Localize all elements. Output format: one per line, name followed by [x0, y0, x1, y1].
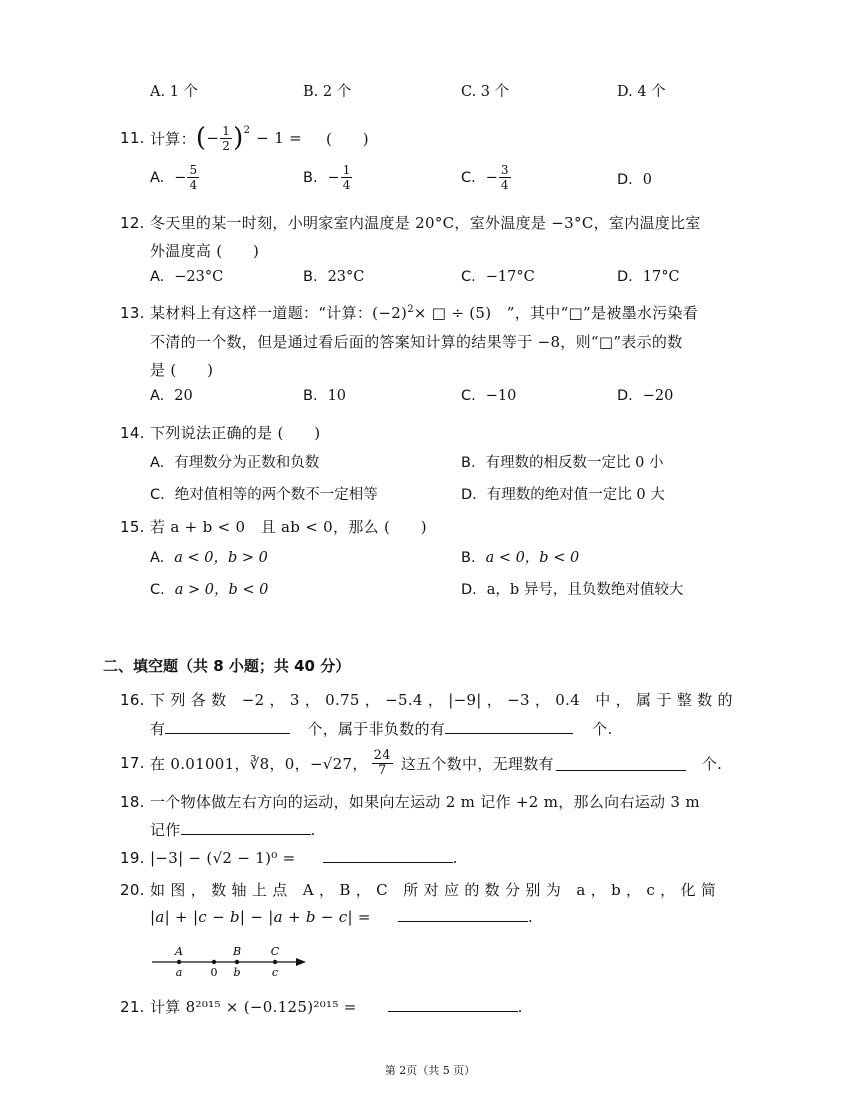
q12-option-a: A. −23°C: [150, 269, 224, 285]
q13-line2: 不清的一个数，但是通过看后面的答案知计算的结果等于 −8，则“□”表示的数: [150, 333, 683, 351]
q13-option-d: D. −20: [617, 388, 674, 404]
q11-option-b: B. − $\frac{1}{4}$: [303, 163, 351, 192]
number-line-figure: [148, 942, 318, 982]
q16-blank-1[interactable]: [165, 719, 290, 734]
q12-option-c: C. −17°C: [461, 269, 535, 285]
q16-line2: 有 个，属于非负数的有 个.: [150, 720, 613, 738]
q14-option-d: D. 有理数的绝对值一定比 0 大: [461, 487, 665, 503]
q10-option-c: C. 3 个: [461, 84, 510, 100]
q15-option-a: A. a < 0，b > 0: [150, 550, 268, 566]
label-A: A: [175, 945, 183, 958]
q10-option-a: A. 1 个: [150, 84, 199, 100]
q20-blank[interactable]: [398, 907, 528, 922]
q19-line: 19. |−3| − (√2 − 1)⁰ = .: [120, 849, 458, 867]
q14-stem: 14. 下列说法正确的是 ( ): [120, 424, 321, 442]
q15-option-b: B. a < 0，b < 0: [461, 550, 580, 566]
point-c: [273, 960, 277, 964]
q18-blank[interactable]: [181, 820, 311, 835]
q16-line1: 16. 下 列 各 数 −2 ， 3 ， 0.75 ， −5.4 ， |−9| ， −3 ， 0.4 中 ， 属 于 整 数 的: [120, 691, 733, 709]
q13-option-a: A. 20: [150, 388, 193, 404]
q11-option-a: A. − $\frac{5}{4}$: [150, 163, 198, 192]
q15-option-d: D. a，b 异号，且负数绝对值较大: [461, 582, 684, 598]
q11-paren: ( ): [326, 129, 369, 148]
number-line-arrow: [296, 958, 306, 966]
q13-line3: 是 ( ): [150, 361, 214, 379]
section-title: 二、填空题（共 8 小题；共 40 分）: [103, 657, 351, 675]
label-C: C: [270, 945, 280, 958]
q11-frac-den: 2: [222, 138, 231, 153]
q19-blank[interactable]: [323, 848, 453, 863]
label-b: b: [233, 966, 241, 979]
q14-option-b: B. 有理数的相反数一定比 0 小: [461, 455, 664, 471]
q11-tail: − 1 =: [256, 129, 303, 147]
q12-option-b: B. 23°C: [303, 269, 365, 285]
q10-option-b: B. 2 个: [303, 84, 352, 100]
q11-frac-num: 1: [222, 123, 231, 138]
label-c: c: [271, 966, 279, 979]
point-zero: [212, 960, 216, 964]
q18-line1: 18. 一个物体做左右方向的运动，如果向左运动 2 m 记作 +2 m，那么向右运动 3 m: [120, 793, 700, 811]
point-a: [177, 960, 181, 964]
q14-option-c: C. 绝对值相等的两个数不一定相等: [150, 487, 378, 503]
q11-prefix: 计算：: [150, 129, 196, 148]
q11-exp: 2: [243, 124, 251, 136]
q20-line1: 20. 如 图 ， 数 轴 上 点 A ， B ， C 所 对 应 的 数 分 别 为 a ， b ， c ， 化 简: [120, 881, 717, 899]
q10-option-d: D. 4 个: [617, 84, 666, 100]
q20-line2: |a| + |c − b| − |a + b − c| = .: [150, 908, 533, 926]
q18-line2: 记作 .: [150, 821, 316, 839]
q11-option-c: C. − $\frac{3}{4}$: [461, 163, 509, 192]
label-0: 0: [210, 966, 218, 979]
label-B: B: [232, 945, 242, 958]
point-b: [235, 960, 239, 964]
q15-stem: 15. 若 a + b < 0 且 ab < 0，那么 ( ): [120, 518, 427, 536]
q11-number: 11.: [120, 129, 145, 147]
label-a: a: [175, 966, 183, 979]
q13-option-b: B. 10: [303, 388, 347, 404]
q14-option-a: A. 有理数分为正数和负数: [150, 455, 320, 471]
q11-option-d: D. 0: [617, 172, 653, 188]
q13-line1: 13. 某材料上有这样一道题：“计算：$(-2)^2\times$ □ ÷ (5) ”，其中“□”是被墨水污染看: [120, 304, 699, 322]
q12-option-d: D. 17°C: [617, 269, 680, 285]
q16-blank-2[interactable]: [445, 719, 573, 734]
q11-stem: 11. 计算： ( − $\frac{1}{2}$ ) $^2$ − 1 = ( ): [120, 123, 369, 153]
q12-line2: 外温度高 ( ): [150, 242, 260, 260]
q17-blank[interactable]: [556, 756, 686, 771]
q21-blank[interactable]: [388, 997, 518, 1012]
q21-line: 21. 计算 8²⁰¹⁵ × (−0.125)²⁰¹⁵ = .: [120, 998, 523, 1016]
page-footer: 第 2页（共 5 页）: [384, 1064, 476, 1077]
q17-line: 17. 在 0.01001，∛8，0，−√27， $\frac{24}{7}$ 这五个数中，无理数有 个.: [120, 747, 723, 778]
q12-line1: 12. 冬天里的某一时刻，小明家室内温度是 20°C，室外温度是 −3°C，室内温度比室: [120, 214, 701, 232]
q15-option-c: C. a > 0，b < 0: [150, 582, 269, 598]
q13-option-c: C. −10: [461, 388, 517, 404]
